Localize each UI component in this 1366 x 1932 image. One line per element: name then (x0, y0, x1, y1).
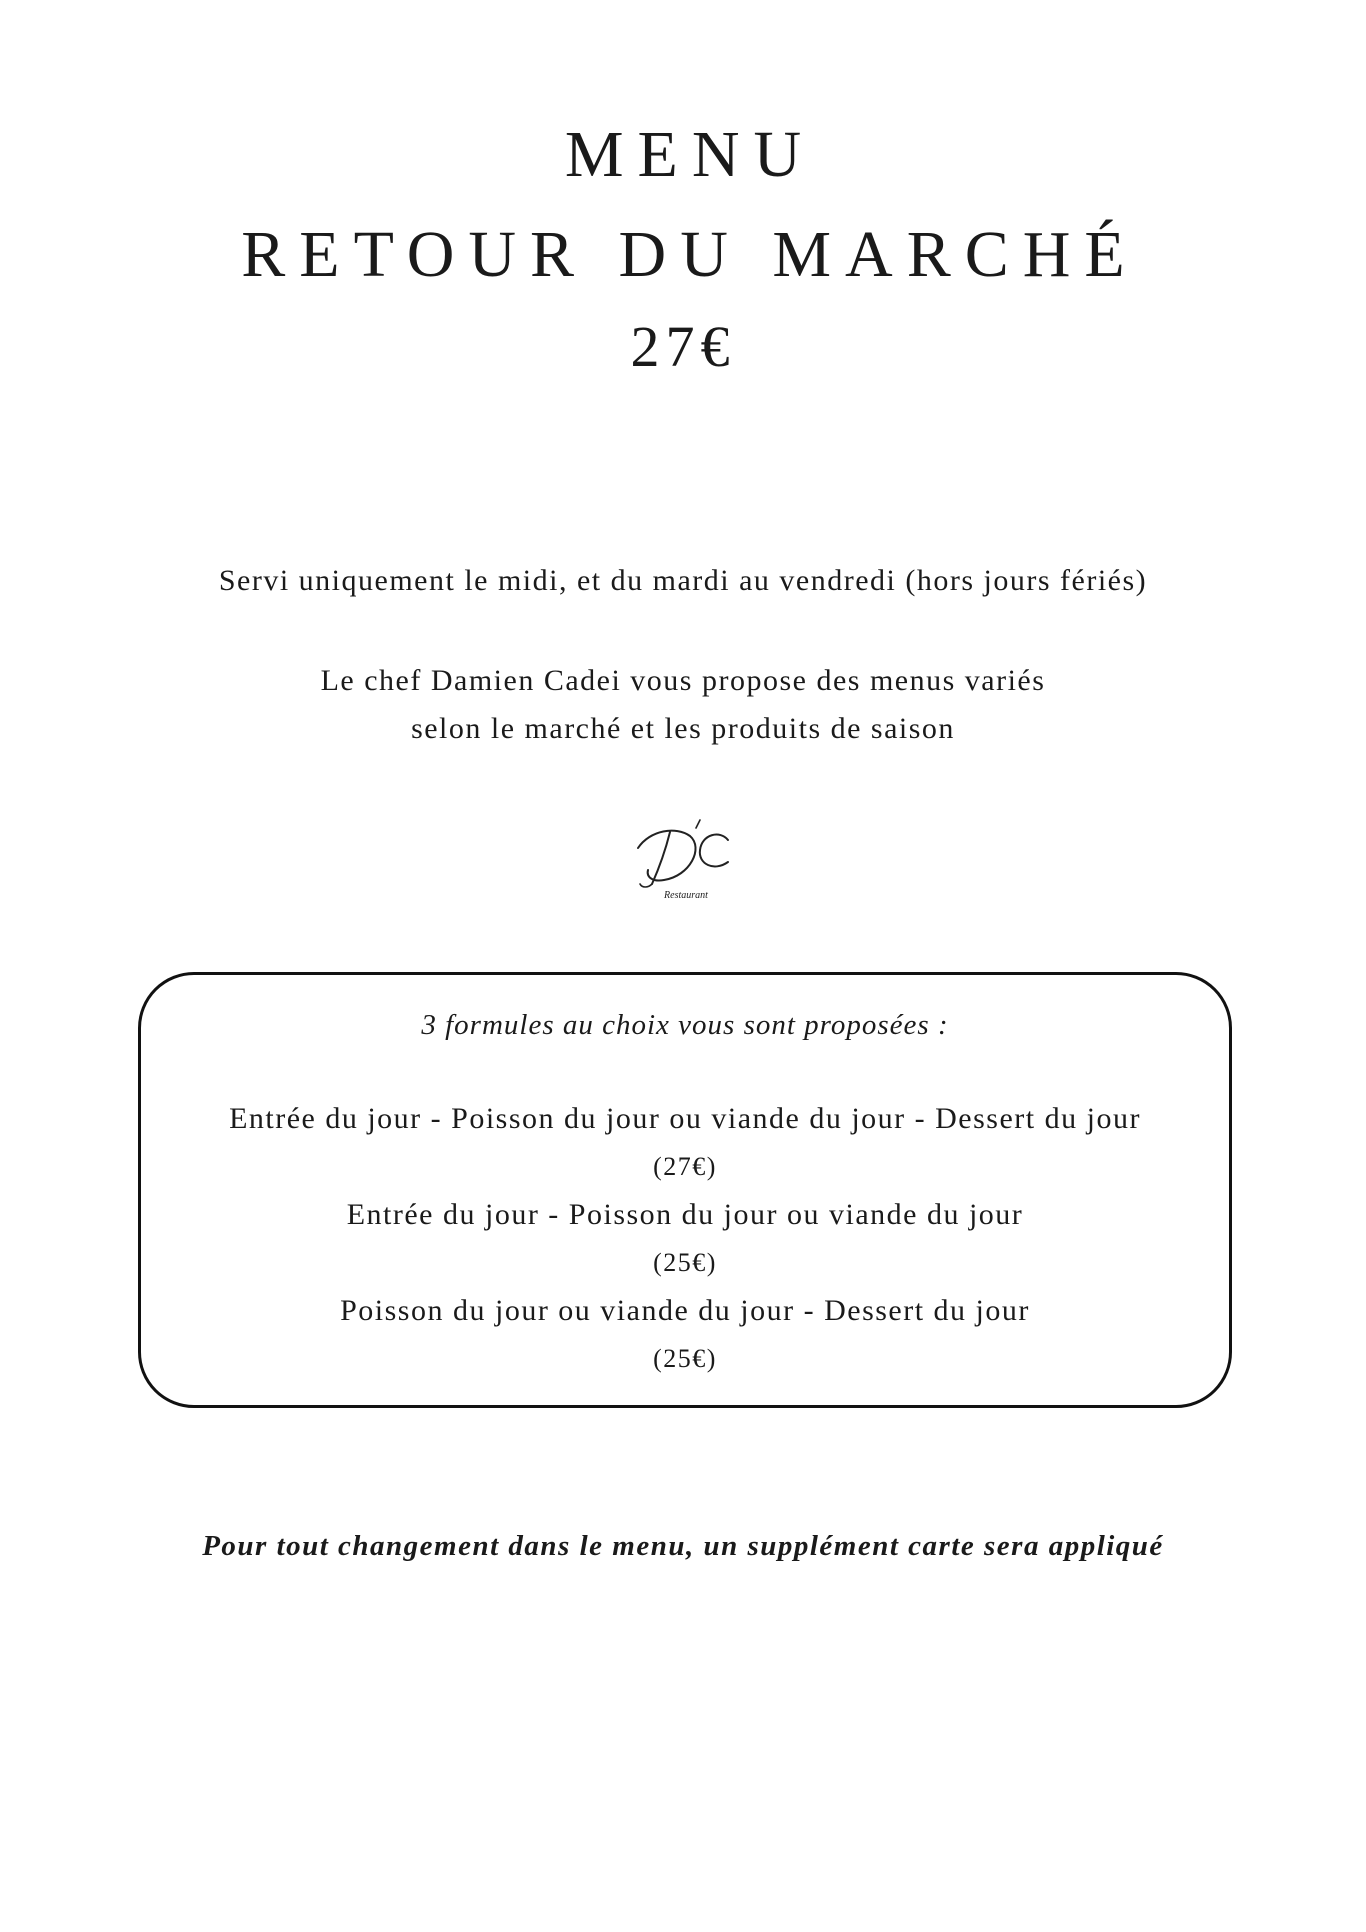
formula-description: Poisson du jour ou viande du jour - Dessert du jour (340, 1294, 1030, 1327)
formula-item (141, 1095, 1229, 1191)
formula-price: (27€) (653, 1152, 717, 1181)
formulas-box (138, 972, 1232, 1408)
menu-title: MENU (564, 118, 816, 191)
formulas-heading: 3 formules au choix vous sont proposées : (421, 1009, 949, 1041)
menu-header (0, 105, 1366, 380)
service-hours-text: Servi uniquement le midi, et du mardi au vendredi (hors jours fériés) (218, 564, 1148, 597)
formula-price: (25€) (653, 1344, 717, 1373)
chef-description (0, 657, 1366, 753)
restaurant-logo (630, 818, 736, 904)
formula-price: (25€) (653, 1248, 717, 1277)
chef-description-line: selon le marché et les produits de saison (411, 712, 955, 745)
formula-description: Entrée du jour - Poisson du jour ou viande du jour (346, 1198, 1024, 1231)
menu-subtitle: RETOUR DU MARCHÉ (241, 218, 1139, 291)
formula-description: Entrée du jour - Poisson du jour ou viande du jour - Dessert du jour (229, 1102, 1141, 1135)
formula-list (141, 1095, 1229, 1383)
chef-description-line: Le chef Damien Cadei vous propose des menus variés (320, 664, 1046, 697)
logo-caption: Restaurant (664, 890, 708, 901)
supplement-note: Pour tout changement dans le menu, un supplément carte sera appliqué (202, 1530, 1164, 1562)
formula-item (141, 1191, 1229, 1287)
formula-item (141, 1287, 1229, 1383)
menu-price: 27€ (630, 314, 736, 379)
